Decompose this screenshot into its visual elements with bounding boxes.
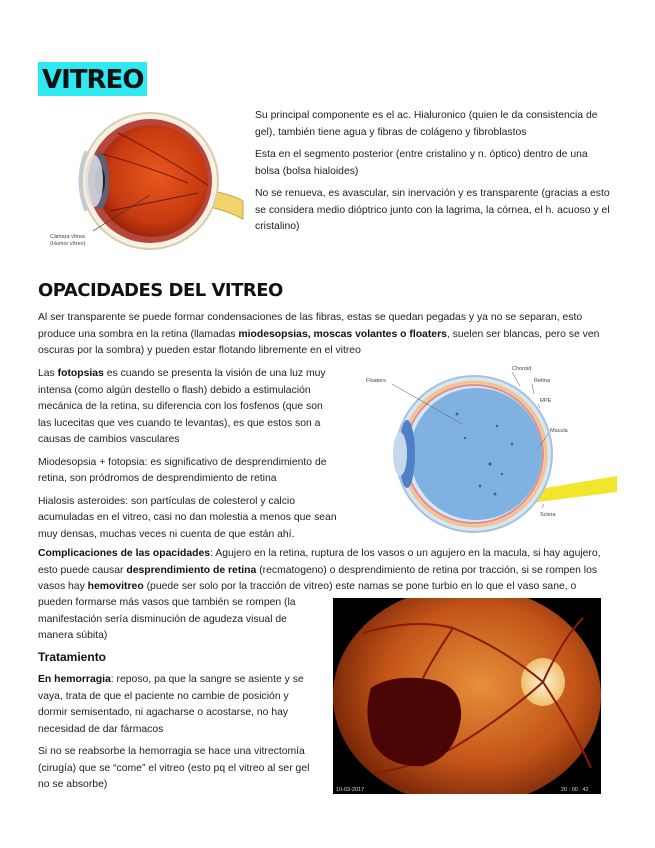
page-title: VITREO	[42, 65, 144, 95]
diagram-label-macula: Macula	[550, 428, 568, 434]
fundus-date: 10-03-2017	[336, 787, 365, 793]
tratamiento-section	[38, 650, 316, 800]
opacidades-text-a: Al ser transparente se puede formar condensaciones de las fibras, estas se quedan pegadas y ya no se separan, esto produce una sombra en la retina (llamadas	[38, 312, 583, 340]
complicaciones-bold-1: Complicaciones de las opacidades	[38, 548, 211, 559]
fotopsias-text-b: es cuando se presenta la visión de una luz muy intensa (como algún destello o flash) debido a estimulación mecánica de la retina, su diferencia con los fosfenos (que son las lucecitas que ves cuando te levantas), es que estos son a causas de cambios vasculares	[38, 368, 326, 445]
tratamiento-text-1: : reposo, pa que la sangre se asiente y se vaya, trata de que el paciente no cambie de posición y dormir semisentado, ni agacharse o acostarse, no hay necesidad de dar fármacos	[38, 674, 304, 735]
opacidades-text-b: , suelen ser blancas, pero se ven oscuras por la sombra) y pueden estar flotando libremente en el vitreo	[38, 328, 600, 356]
tratamiento-text-2: Si no se reabsorbe la hemorragia se hace una vitrectomía (cirugía) que se “come” el vitreo (esto pq el vitreo al ser gel no se absorbe)	[38, 746, 310, 790]
fundus-time: 20 : 00 : 42	[561, 787, 589, 793]
opacidades-left-column	[38, 366, 338, 549]
section-heading-opacidades: OPACIDADES DEL VITREO	[38, 280, 283, 301]
hialosis-paragraph: Hialosis asteroides: son partículas de colesterol y calcio acumuladas en el vitreo, casi no dan molestia a menos que sean muy densas, muchas veces ni cuenta de que están ahí.	[38, 495, 337, 540]
diagram-label-rpe: RPE	[540, 398, 552, 404]
complicaciones-bold-2: desprendimiento de retina	[126, 564, 257, 576]
intro-text	[255, 108, 615, 242]
title-highlight	[38, 62, 147, 96]
opacidades-intro	[38, 310, 618, 360]
complicaciones-text-2: (recmatogeno) o desprendimiento de retina por tracción, si se rompen los vasos hay	[38, 564, 598, 592]
complicaciones-bold-3: hemovitreo	[87, 581, 144, 592]
intro-paragraph-2: Esta en el segmento posterior (entre cristalino y n. óptico) dentro de una bolsa (bolsa hialoides)	[255, 149, 588, 177]
intro-paragraph-3: No se renueva, es avascular, sin inervación y es transparente (gracias a esto se considera medio dióptrico junto con la lagrima, la córnea, el h. acuoso y el cristalino)	[255, 188, 610, 232]
diagram-label-floaters: Floaters	[366, 378, 386, 384]
diagram-label-choroid: Choroid	[512, 366, 532, 372]
tratamiento-bold-1: En hemorragia	[38, 674, 111, 685]
diagram-label-sclera: Sclera	[540, 512, 556, 518]
eye-label-line2: (Humor vítreo)	[50, 241, 86, 247]
eye-anatomy-image	[38, 103, 248, 263]
eye-label-line1: Cámara vítrea	[50, 234, 85, 240]
complicaciones-text-4: pueden formarse más vasos que también se rompen (la manifestación sería disminución de agudeza visual de manera súbita)	[38, 597, 296, 641]
fotopsias-text-a: Las	[38, 368, 58, 379]
fundus-photo	[333, 598, 601, 794]
opacidades-bold: miodesopsias, moscas volantes o floaters	[238, 328, 447, 340]
fotopsias-bold: fotopsias	[57, 368, 104, 379]
floaters-diagram	[362, 364, 617, 534]
diagram-label-retina: Retina	[534, 378, 550, 384]
miodesopsia-paragraph: Miodesopsia + fotopsia: es significativo de desprendimiento de retina, son pródromos de desprendimiento de retina	[38, 456, 327, 484]
complicaciones-text-1: : Agujero en la retina, ruptura de los vasos o un agujero en la macula, si hay agujero, esto puede causar	[38, 548, 601, 576]
complicaciones-paragraph	[38, 546, 618, 596]
complicaciones-continued	[38, 595, 313, 645]
tratamiento-heading: Tratamiento	[38, 650, 107, 664]
complicaciones-text-3: (puede ser solo por la tracción de vitreo) este namas se pone turbio en lo que el vaso sane, o	[143, 581, 577, 592]
intro-paragraph-1: Su principal componente es el ac. Hialuronico (quien le da consistencia de gel), también tiene agua y fibras de colágeno y fibroblastos	[255, 110, 598, 138]
